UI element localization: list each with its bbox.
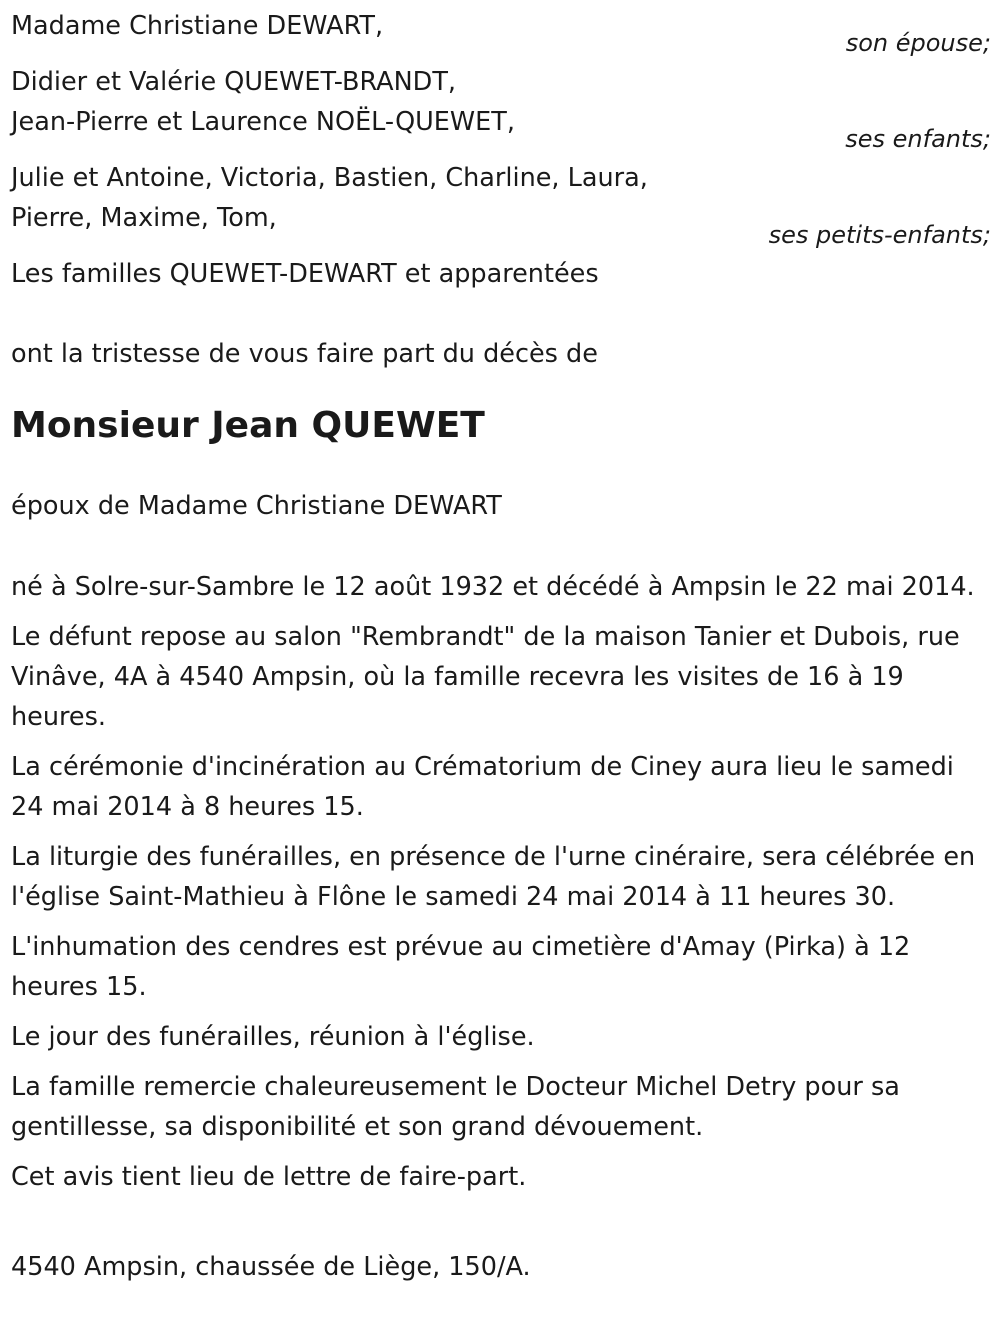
grandchildren-role: ses petits-enfants; — [768, 221, 991, 249]
notice-paragraph: Cet avis tient lieu de lettre de faire-part. — [11, 1162, 527, 1192]
children-line: Jean-Pierre et Laurence NOËL-QUEWET, — [11, 107, 515, 137]
spouse-name: Madame Christiane DEWART, — [11, 11, 384, 41]
children-role: ses enfants; — [845, 125, 991, 153]
deceased-name: Monsieur Jean QUEWET — [11, 405, 485, 446]
children-line: Didier et Valérie QUEWET-BRANDT, — [11, 67, 457, 97]
thanks-paragraph: La famille remercie chaleureusement le Docteur Michel Detry pour sa gentillesse, sa disponibilité et son grand dévouement. — [11, 1072, 900, 1142]
spouse-block — [11, 6, 991, 56]
birth-death-line: né à Solre-sur-Sambre le 12 août 1932 et décédé à Ampsin le 22 mai 2014. — [11, 572, 975, 602]
burial-paragraph: L'inhumation des cendres est prévue au cimetière d'Amay (Pirka) à 12 heures 15. — [11, 932, 911, 1002]
gathering-paragraph: Le jour des funérailles, réunion à l'église. — [11, 1022, 535, 1052]
liturgy-paragraph: La liturgie des funérailles, en présence de l'urne cinéraire, sera célébrée en l'église Saint-Mathieu à Flône le samedi 24 mai 2014 à 11 heures 30. — [11, 842, 976, 912]
grandchildren-line: Pierre, Maxime, Tom, — [11, 203, 277, 233]
family-address: 4540 Ampsin, chaussée de Liège, 150/A. — [11, 1252, 531, 1282]
relatives-line: Les familles QUEWET-DEWART et apparentées — [11, 259, 599, 289]
announcement-intro: ont la tristesse de vous faire part du décès de — [11, 339, 598, 369]
children-block — [11, 62, 991, 152]
visitation-paragraph: Le défunt repose au salon "Rembrandt" de la maison Tanier et Dubois, rue Vinâve, 4A à 4540 Ampsin, où la famille recevra les visites de 16 à 19 heures. — [11, 622, 960, 732]
spouse-of-line: époux de Madame Christiane DEWART — [11, 491, 502, 521]
grandchildren-line: Julie et Antoine, Victoria, Bastien, Charline, Laura, — [11, 163, 648, 193]
spouse-role: son épouse; — [845, 29, 991, 57]
cremation-paragraph: La cérémonie d'incinération au Crématorium de Ciney aura lieu le samedi 24 mai 2014 à 8 heures 15. — [11, 752, 954, 822]
obituary-notice — [11, 6, 991, 1287]
grandchildren-block — [11, 158, 991, 248]
